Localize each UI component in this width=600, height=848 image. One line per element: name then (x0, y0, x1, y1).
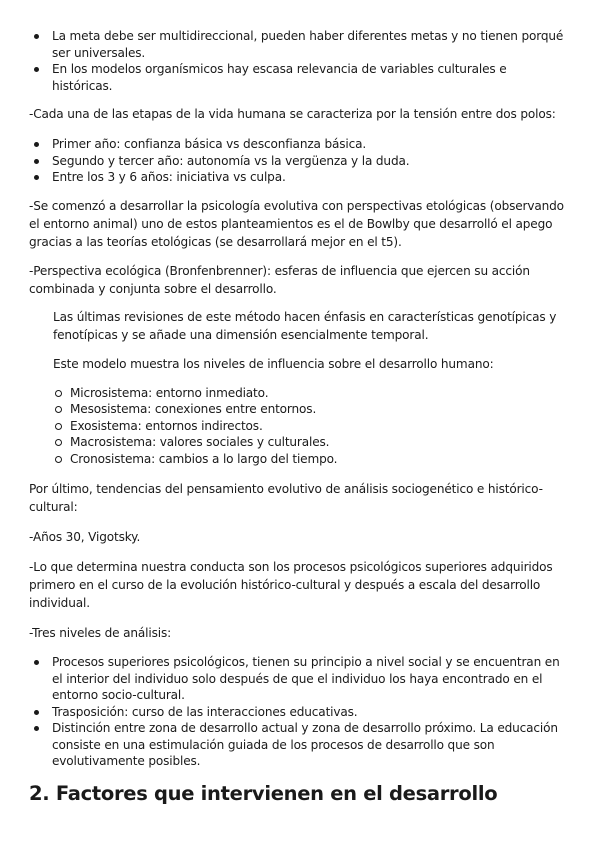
list-item: Procesos superiores psicológicos, tienen su principio a nivel social y se encuentran en el interior del individuo solo después de que el individuo los haya encontrado en el entorno socio-cultural. (29, 654, 570, 704)
list-item: Distinción entre zona de desarrollo actual y zona de desarrollo próximo. La educación consiste en una estimulación guiada de los procesos de desarrollo que son evolutivamente posibles. (29, 720, 570, 770)
list-item: Macrosistema: valores sociales y culturales. (53, 434, 570, 451)
list-item: Segundo y tercer año: autonomía vs la vergüenza y la duda. (29, 153, 570, 170)
list-item: Primer año: confianza básica vs desconfianza básica. (29, 136, 570, 153)
paragraph-ecologica: -Perspectiva ecológica (Bronfenbrenner): esferas de influencia que ejercen su acción combinada y conjunta sobre el desarrollo. (29, 263, 530, 296)
paragraph-modelo: Este modelo muestra los niveles de influencia sobre el desarrollo humano: (53, 356, 494, 371)
paragraph-revisiones: Las últimas revisiones de este método hacen énfasis en características genotípicas y fenotípicas y se añade una dimensión esencialmente temporal. (53, 309, 557, 342)
paragraph-determina: -Lo que determina nuestra conducta son los procesos psicológicos superiores adquiridos primero en el curso de la evolución histórico-cultural y después a escala del desarrollo individual. (29, 560, 553, 610)
list-niveles (29, 654, 570, 770)
list-sistemas (53, 385, 570, 468)
list-item: Cronosistema: cambios a lo largo del tiempo. (53, 451, 570, 468)
list-item: En los modelos organísmicos hay escasa relevancia de variables culturales e históricas. (29, 61, 570, 94)
list-item: Trasposición: curso de las interacciones educativas. (29, 704, 570, 721)
paragraph-anos: -Años 30, Vigotsky. (29, 530, 141, 544)
list-item: Microsistema: entorno inmediato. (53, 385, 570, 402)
paragraph-niveles: -Tres niveles de análisis: (29, 626, 172, 640)
list-item: Mesosistema: conexiones entre entornos. (53, 401, 570, 418)
section-heading: 2. Factores que intervienen en el desarrollo (29, 781, 498, 805)
list-item: Entre los 3 y 6 años: iniciativa vs culpa. (29, 169, 570, 186)
paragraph-etapas: -Cada una de las etapas de la vida humana se caracteriza por la tensión entre dos polos: (29, 107, 556, 121)
list-etapas (29, 136, 570, 186)
list-metas (29, 28, 570, 94)
paragraph-ultimo: Por último, tendencias del pensamiento evolutivo de análisis sociogenético e histórico-cultural: (29, 482, 543, 514)
list-item: Exosistema: entornos indirectos. (53, 418, 570, 435)
paragraph-etologica: -Se comenzó a desarrollar la psicología evolutiva con perspectivas etológicas (observando el entorno animal) uno de estos planteamientos es el de Bowlby que desarrolló el apego gracias a las teorías etológicas (se desarrollará mejor en el t5). (29, 198, 564, 249)
list-item: La meta debe ser multidireccional, pueden haber diferentes metas y no tienen porqué ser universales. (29, 28, 570, 61)
